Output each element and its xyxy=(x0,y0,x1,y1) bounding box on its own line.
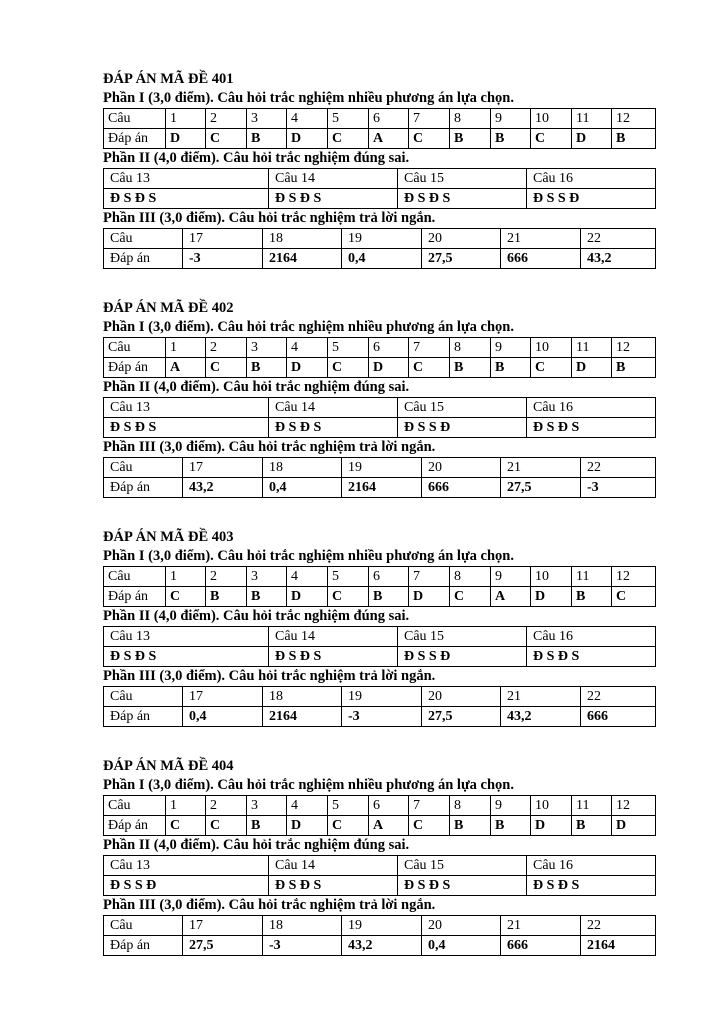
part3-header-cell: 19 xyxy=(342,916,422,936)
part3-answers-cell: 43,2 xyxy=(183,478,263,498)
part2-title: Phần II (4,0 điểm). Câu hỏi trắc nghiệm đúng sai. xyxy=(103,837,410,853)
part2-answers-cell: Đ S S Đ xyxy=(104,876,269,896)
part1-answers-cell: C xyxy=(206,129,247,149)
part1-header-cell: 7 xyxy=(409,338,450,358)
part1-answers-cell: D xyxy=(572,129,612,149)
part2-header-cell: Câu 16 xyxy=(527,856,656,876)
part1-header-row xyxy=(104,109,656,129)
part1-answers-cell: B xyxy=(247,816,287,836)
part3-header-cell: 17 xyxy=(183,916,263,936)
part1-header-cell: 3 xyxy=(247,109,287,129)
part3-answers-cell: -3 xyxy=(263,936,342,956)
part3-header-cell: 21 xyxy=(501,916,581,936)
part1-header-cell: 7 xyxy=(409,109,450,129)
part3-answers-cell: 0,4 xyxy=(422,936,501,956)
part2-header-cell: Câu 14 xyxy=(269,627,398,647)
part1-answers-cell: D xyxy=(166,129,206,149)
part1-answers-cell: D xyxy=(531,816,572,836)
part2-header-cell: Câu 14 xyxy=(269,398,398,418)
part2-answers-cell: Đ S Đ S xyxy=(269,189,398,209)
part3-answers-cell: Đáp án xyxy=(104,707,183,727)
part3-title: Phần III (3,0 điểm). Câu hỏi trắc nghiệm trả lời ngắn. xyxy=(103,668,436,684)
part1-answers-cell: C xyxy=(531,129,572,149)
part2-answer-row xyxy=(104,647,656,667)
part1-answers-cell: B xyxy=(450,129,491,149)
part1-header-cell: 11 xyxy=(572,109,612,129)
part3-header-cell: 21 xyxy=(501,229,581,249)
part3-header-row xyxy=(104,916,656,936)
part1-answer-row xyxy=(104,129,656,149)
part3-table xyxy=(103,686,656,727)
part1-answers-cell: C xyxy=(409,358,450,378)
part2-header-cell: Câu 13 xyxy=(104,856,269,876)
part3-header-cell: 18 xyxy=(263,229,342,249)
part1-answers-cell: B xyxy=(247,587,287,607)
part1-answers-cell: D xyxy=(287,358,328,378)
part2-answers-cell: Đ S Đ S xyxy=(527,876,656,896)
part3-header-row xyxy=(104,687,656,707)
part3-title: Phần III (3,0 điểm). Câu hỏi trắc nghiệm trả lời ngắn. xyxy=(103,897,436,913)
part3-answers-cell: 27,5 xyxy=(501,478,581,498)
part1-header-row xyxy=(104,567,656,587)
part1-header-cell: 5 xyxy=(328,796,369,816)
part2-header-cell: Câu 14 xyxy=(269,856,398,876)
part2-answer-row xyxy=(104,418,656,438)
part1-table xyxy=(103,108,656,149)
part3-answers-cell: -3 xyxy=(183,249,263,269)
part3-header-cell: 17 xyxy=(183,687,263,707)
part1-answers-cell: Đáp án xyxy=(104,129,166,149)
part2-answers-cell: Đ S Đ S xyxy=(269,647,398,667)
part3-title: Phần III (3,0 điểm). Câu hỏi trắc nghiệm trả lời ngắn. xyxy=(103,210,436,226)
part3-answers-cell: 2164 xyxy=(581,936,656,956)
part2-answers-cell: Đ S Đ S xyxy=(398,876,527,896)
part3-answers-cell: 27,5 xyxy=(183,936,263,956)
part1-header-cell: 9 xyxy=(491,796,531,816)
part1-answers-cell: C xyxy=(328,358,369,378)
part1-answers-cell: Đáp án xyxy=(104,587,166,607)
part1-answer-row xyxy=(104,587,656,607)
part1-header-cell: 11 xyxy=(572,338,612,358)
part3-answers-cell: 2164 xyxy=(263,707,342,727)
part1-header-cell: 5 xyxy=(328,338,369,358)
part1-header-cell: 10 xyxy=(531,567,572,587)
part3-answers-cell: 666 xyxy=(501,936,581,956)
part3-answers-cell: 0,4 xyxy=(342,249,422,269)
part3-header-cell: 20 xyxy=(422,687,501,707)
part1-header-cell: 5 xyxy=(328,109,369,129)
part1-answers-cell: D xyxy=(369,358,409,378)
part3-answers-cell: 43,2 xyxy=(501,707,581,727)
part3-answers-cell: 27,5 xyxy=(422,707,501,727)
part1-answers-cell: B xyxy=(450,816,491,836)
part2-header-cell: Câu 16 xyxy=(527,398,656,418)
part1-answers-cell: C xyxy=(328,129,369,149)
part1-header-cell: 4 xyxy=(287,567,328,587)
answer-key-title: ĐÁP ÁN MÃ ĐỀ 401 xyxy=(103,71,234,87)
part2-answers-cell: Đ S S Đ xyxy=(527,189,656,209)
part2-header-cell: Câu 15 xyxy=(398,627,527,647)
part3-header-cell: 22 xyxy=(581,229,656,249)
part1-header-cell: 2 xyxy=(206,109,247,129)
part1-header-cell: 11 xyxy=(572,567,612,587)
part2-header-cell: Câu 16 xyxy=(527,169,656,189)
part1-header-cell: 9 xyxy=(491,109,531,129)
part2-title: Phần II (4,0 điểm). Câu hỏi trắc nghiệm đúng sai. xyxy=(103,150,410,166)
part2-answer-row xyxy=(104,189,656,209)
part2-answer-row xyxy=(104,876,656,896)
part1-header-cell: 8 xyxy=(450,796,491,816)
answer-key-block xyxy=(103,69,655,298)
part1-header-cell: 12 xyxy=(612,567,656,587)
part1-answers-cell: C xyxy=(328,587,369,607)
part1-answers-cell: C xyxy=(409,129,450,149)
part1-header-cell: 1 xyxy=(166,109,206,129)
part1-header-cell: 10 xyxy=(531,338,572,358)
answer-key-block xyxy=(103,527,655,756)
part1-table xyxy=(103,566,656,607)
part3-answer-row xyxy=(104,707,656,727)
part3-answers-cell: -3 xyxy=(342,707,422,727)
part1-header-cell: 10 xyxy=(531,796,572,816)
part1-answers-cell: A xyxy=(491,587,531,607)
part3-answers-cell: 0,4 xyxy=(183,707,263,727)
part3-answer-row xyxy=(104,249,656,269)
part1-header-cell: 4 xyxy=(287,338,328,358)
part3-answers-cell: 43,2 xyxy=(342,936,422,956)
part1-answers-cell: C xyxy=(166,816,206,836)
part1-header-cell: 6 xyxy=(369,567,409,587)
part1-header-cell: 2 xyxy=(206,567,247,587)
part2-header-cell: Câu 14 xyxy=(269,169,398,189)
answer-key-title: ĐÁP ÁN MÃ ĐỀ 403 xyxy=(103,529,234,545)
part1-header-cell: 12 xyxy=(612,796,656,816)
part2-header-row xyxy=(104,169,656,189)
part2-header-row xyxy=(104,627,656,647)
part3-answers-cell: 43,2 xyxy=(581,249,656,269)
part1-answer-row xyxy=(104,816,656,836)
part1-answers-cell: B xyxy=(206,587,247,607)
part1-header-cell: 1 xyxy=(166,796,206,816)
part2-title: Phần II (4,0 điểm). Câu hỏi trắc nghiệm đúng sai. xyxy=(103,608,410,624)
part1-answers-cell: B xyxy=(612,358,656,378)
part2-title: Phần II (4,0 điểm). Câu hỏi trắc nghiệm đúng sai. xyxy=(103,379,410,395)
part1-answer-row xyxy=(104,358,656,378)
part3-header-cell: 18 xyxy=(263,687,342,707)
part3-header-row xyxy=(104,458,656,478)
part1-answers-cell: D xyxy=(287,129,328,149)
part3-answers-cell: Đáp án xyxy=(104,249,183,269)
part2-table xyxy=(103,397,656,438)
part3-header-cell: 19 xyxy=(342,229,422,249)
part3-table xyxy=(103,457,656,498)
part1-header-cell: Câu xyxy=(104,109,166,129)
part1-answers-cell: B xyxy=(491,129,531,149)
part1-header-cell: 6 xyxy=(369,796,409,816)
part2-answers-cell: Đ S Đ S xyxy=(104,647,269,667)
part1-answers-cell: B xyxy=(247,358,287,378)
part2-answers-cell: Đ S Đ S xyxy=(398,189,527,209)
part3-header-cell: Câu xyxy=(104,458,183,478)
part2-answers-cell: Đ S Đ S xyxy=(269,876,398,896)
part3-header-cell: 20 xyxy=(422,458,501,478)
part3-header-cell: 17 xyxy=(183,458,263,478)
part1-answers-cell: C xyxy=(450,587,491,607)
part3-header-row xyxy=(104,229,656,249)
part3-answers-cell: Đáp án xyxy=(104,478,183,498)
part3-header-cell: Câu xyxy=(104,687,183,707)
part3-answers-cell: 2164 xyxy=(342,478,422,498)
part2-table xyxy=(103,855,656,896)
part2-header-cell: Câu 15 xyxy=(398,169,527,189)
part1-answers-cell: B xyxy=(247,129,287,149)
part1-title: Phần I (3,0 điểm). Câu hỏi trắc nghiệm nhiều phương án lựa chọn. xyxy=(103,548,514,564)
part1-answers-cell: B xyxy=(491,358,531,378)
part3-answers-cell: 666 xyxy=(422,478,501,498)
part1-answers-cell: D xyxy=(409,587,450,607)
part1-table xyxy=(103,337,656,378)
part3-answers-cell: 666 xyxy=(581,707,656,727)
part1-answers-cell: B xyxy=(572,816,612,836)
part1-header-cell: 6 xyxy=(369,109,409,129)
part1-header-cell: 12 xyxy=(612,109,656,129)
part1-answers-cell: B xyxy=(450,358,491,378)
part1-header-cell: 3 xyxy=(247,338,287,358)
part1-title: Phần I (3,0 điểm). Câu hỏi trắc nghiệm nhiều phương án lựa chọn. xyxy=(103,90,514,106)
part1-answers-cell: C xyxy=(206,358,247,378)
part3-header-cell: 21 xyxy=(501,458,581,478)
part1-title: Phần I (3,0 điểm). Câu hỏi trắc nghiệm nhiều phương án lựa chọn. xyxy=(103,777,514,793)
part3-answer-row xyxy=(104,936,656,956)
part3-header-cell: 20 xyxy=(422,916,501,936)
answer-key-block xyxy=(103,298,655,527)
part1-answers-cell: D xyxy=(572,358,612,378)
part1-header-cell: 4 xyxy=(287,109,328,129)
part3-table xyxy=(103,915,656,956)
part1-header-cell: 8 xyxy=(450,338,491,358)
part3-header-cell: 22 xyxy=(581,458,656,478)
part2-answers-cell: Đ S Đ S xyxy=(527,647,656,667)
part1-answers-cell: C xyxy=(328,816,369,836)
part3-table xyxy=(103,228,656,269)
answer-key-title: ĐÁP ÁN MÃ ĐỀ 404 xyxy=(103,758,234,774)
part1-header-cell: 5 xyxy=(328,567,369,587)
part1-answers-cell: A xyxy=(369,129,409,149)
part3-header-cell: Câu xyxy=(104,229,183,249)
part3-answers-cell: Đáp án xyxy=(104,936,183,956)
part3-header-cell: 17 xyxy=(183,229,263,249)
part2-table xyxy=(103,626,656,667)
answer-key-document xyxy=(103,69,655,985)
part2-header-row xyxy=(104,856,656,876)
part1-header-cell: 2 xyxy=(206,338,247,358)
part1-answers-cell: D xyxy=(612,816,656,836)
part1-header-cell: 7 xyxy=(409,567,450,587)
part3-header-cell: 22 xyxy=(581,687,656,707)
part1-answers-cell: A xyxy=(166,358,206,378)
part2-table xyxy=(103,168,656,209)
part1-answers-cell: B xyxy=(491,816,531,836)
part2-header-cell: Câu 13 xyxy=(104,627,269,647)
part2-answers-cell: Đ S S Đ xyxy=(398,647,527,667)
part1-header-cell: 1 xyxy=(166,338,206,358)
part1-answers-cell: A xyxy=(369,816,409,836)
part3-header-cell: 18 xyxy=(263,458,342,478)
part1-header-cell: 3 xyxy=(247,796,287,816)
part3-header-cell: 21 xyxy=(501,687,581,707)
part3-answer-row xyxy=(104,478,656,498)
part1-table xyxy=(103,795,656,836)
part1-header-cell: 9 xyxy=(491,338,531,358)
part1-header-cell: 1 xyxy=(166,567,206,587)
part3-answers-cell: 27,5 xyxy=(422,249,501,269)
part3-header-cell: 19 xyxy=(342,458,422,478)
part1-answers-cell: D xyxy=(287,816,328,836)
part1-answers-cell: B xyxy=(572,587,612,607)
part3-title: Phần III (3,0 điểm). Câu hỏi trắc nghiệm trả lời ngắn. xyxy=(103,439,436,455)
part1-answers-cell: D xyxy=(531,587,572,607)
part1-header-cell: 6 xyxy=(369,338,409,358)
part2-answers-cell: Đ S Đ S xyxy=(104,418,269,438)
part1-header-row xyxy=(104,338,656,358)
part2-header-cell: Câu 15 xyxy=(398,398,527,418)
part1-header-cell: Câu xyxy=(104,567,166,587)
part3-answers-cell: 666 xyxy=(501,249,581,269)
part1-header-cell: 4 xyxy=(287,796,328,816)
part3-answers-cell: 2164 xyxy=(263,249,342,269)
part1-answers-cell: C xyxy=(409,816,450,836)
part1-header-cell: 9 xyxy=(491,567,531,587)
part1-header-cell: Câu xyxy=(104,796,166,816)
part1-answers-cell: B xyxy=(612,129,656,149)
part1-answers-cell: C xyxy=(206,816,247,836)
part3-header-cell: 22 xyxy=(581,916,656,936)
part1-answers-cell: B xyxy=(369,587,409,607)
part1-header-row xyxy=(104,796,656,816)
part3-header-cell: 19 xyxy=(342,687,422,707)
part2-answers-cell: Đ S S Đ xyxy=(398,418,527,438)
part1-answers-cell: D xyxy=(287,587,328,607)
part1-answers-cell: Đáp án xyxy=(104,816,166,836)
part1-header-cell: 11 xyxy=(572,796,612,816)
part3-header-cell: 18 xyxy=(263,916,342,936)
part2-answers-cell: Đ S Đ S xyxy=(269,418,398,438)
part2-header-cell: Câu 15 xyxy=(398,856,527,876)
answer-key-title: ĐÁP ÁN MÃ ĐỀ 402 xyxy=(103,300,234,316)
part2-answers-cell: Đ S Đ S xyxy=(527,418,656,438)
part1-header-cell: 8 xyxy=(450,567,491,587)
part1-header-cell: 3 xyxy=(247,567,287,587)
part3-header-cell: 20 xyxy=(422,229,501,249)
part1-answers-cell: C xyxy=(531,358,572,378)
part1-title: Phần I (3,0 điểm). Câu hỏi trắc nghiệm nhiều phương án lựa chọn. xyxy=(103,319,514,335)
part3-header-cell: Câu xyxy=(104,916,183,936)
part1-header-cell: 12 xyxy=(612,338,656,358)
part3-answers-cell: 0,4 xyxy=(263,478,342,498)
part1-header-cell: 2 xyxy=(206,796,247,816)
part1-answers-cell: C xyxy=(166,587,206,607)
part1-header-cell: 8 xyxy=(450,109,491,129)
part3-answers-cell: -3 xyxy=(581,478,656,498)
part1-answers-cell: C xyxy=(612,587,656,607)
answer-key-block xyxy=(103,756,655,985)
part2-header-row xyxy=(104,398,656,418)
part2-header-cell: Câu 13 xyxy=(104,398,269,418)
part2-answers-cell: Đ S Đ S xyxy=(104,189,269,209)
part1-header-cell: Câu xyxy=(104,338,166,358)
part2-header-cell: Câu 16 xyxy=(527,627,656,647)
part1-header-cell: 7 xyxy=(409,796,450,816)
part1-header-cell: 10 xyxy=(531,109,572,129)
part2-header-cell: Câu 13 xyxy=(104,169,269,189)
part1-answers-cell: Đáp án xyxy=(104,358,166,378)
